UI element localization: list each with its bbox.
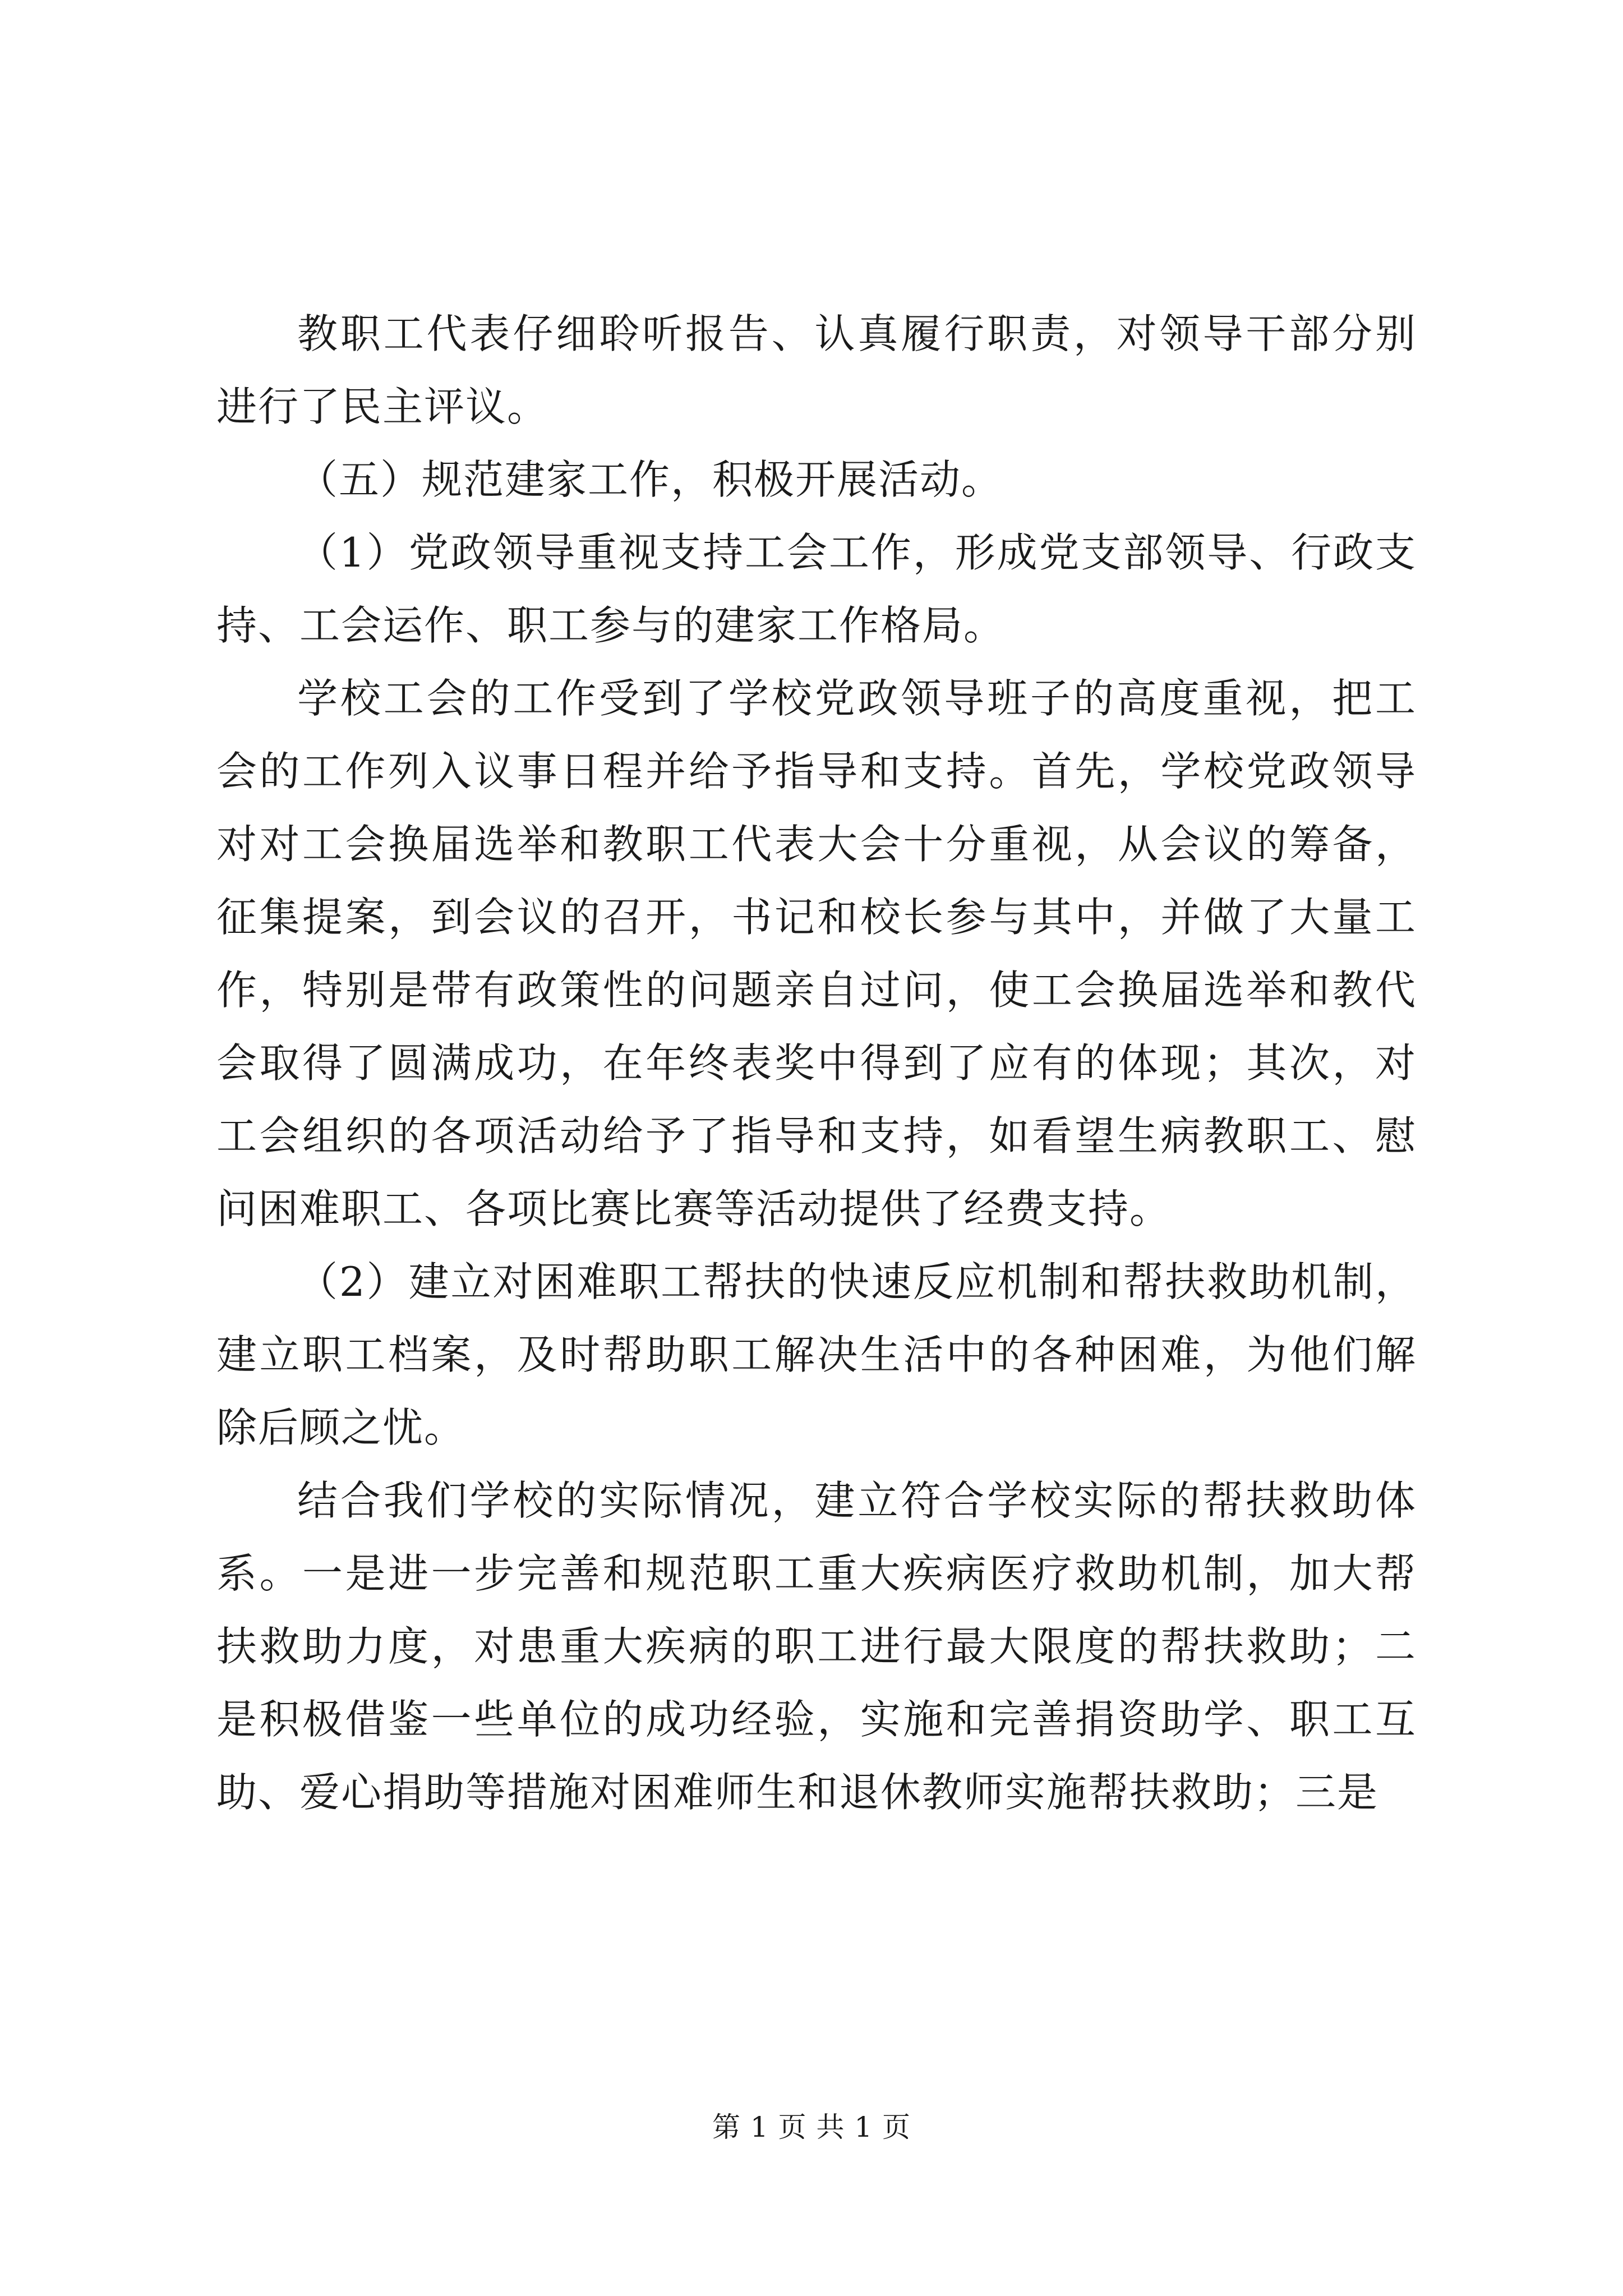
paragraph-assistance-system: 结合我们学校的实际情况，建立符合学校实际的帮扶救助体系。一是进一步完善和规范职工重大疾病医疗救助机制，加大帮扶救助力度，对患重大疾病的职工进行最大限度的帮扶救助；二是积极借鉴一些单位的成功经验，实施和完善捐资助学、职工互助、爱心捐助等措施对困难师生和退休教师实施帮扶救助；三是: [216, 1477, 1417, 1816]
page-footer: 第 1 页 共 1 页: [712, 2111, 911, 2143]
subsection-heading-one: （1）党政领导重视支持工会工作，形成党支部领导、行政支持、工会运作、职工参与的建家工作格局。: [216, 529, 1417, 649]
paragraph-representatives-review: 教职工代表仔细聆听报告、认真履行职责，对领导干部分别进行了民主评议。: [216, 310, 1417, 430]
document-body: [216, 297, 1417, 1829]
paragraph-leadership-support: 学校工会的工作受到了学校党政领导班子的高度重视，把工会的工作列入议事日程并给予指导和支持。首先，学校党政领导对对工会换届选举和教职工代表大会十分重视，从会议的筹备，征集提案，到会议的召开，书记和校长参与其中，并做了大量工作，特别是带有政策性的问题亲自过问，使工会换届选举和教代会取得了圆满成功，在年终表奖中得到了应有的体现；其次，对工会组织的各项活动给予了指导和支持，如看望生病教职工、慰问困难职工、各项比赛比赛等活动提供了经费支持。: [216, 675, 1417, 1232]
subsection-heading-two: （2）建立对困难职工帮扶的快速反应机制和帮扶救助机制，建立职工档案，及时帮助职工解决生活中的各种困难，为他们解除后顾之忧。: [216, 1258, 1417, 1451]
section-heading-five: （五）规范建家工作，积极开展活动。: [297, 456, 1003, 503]
